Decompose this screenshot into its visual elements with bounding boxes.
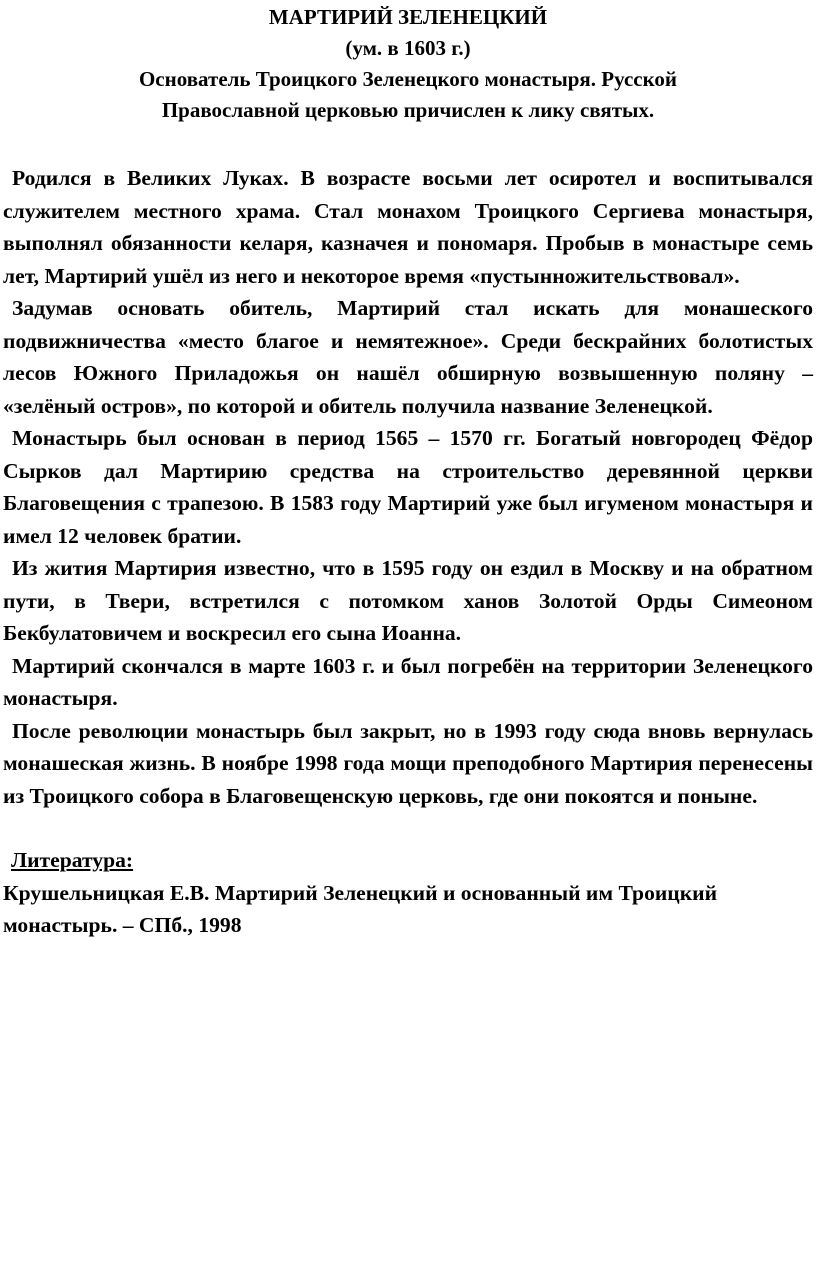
paragraph-birth: Родился в Великих Луках. В возрасте восьми лет осиротел и воспитывался служителем местного храма. Стал монахом Троицкого Сергиева монастыря, выполнял обязанности келаря, казначея и пономаря. Пробыв в монастыре семь лет, Мартирий ушёл из него и некоторое время «пустынножительствовал». xyxy=(3,166,813,288)
paragraph-after-revolution: После революции монастырь был закрыт, но в 1993 году сюда вновь вернулась монашеская жизнь. В ноябре 1998 года мощи преподобного Мартирия перенесены из Троицкого собора в Благовещенскую церковь, где они покоятся и поныне. xyxy=(3,718,813,808)
literature-heading-label: Литература: xyxy=(11,848,134,872)
paragraph-death: Мартирий скончался в марте 1603 г. и был погребён на территории Зеленецкого монастыря. xyxy=(3,653,813,710)
paragraph-monastery-founded: Монастырь был основан в период 1565 – 1570 гг. Богатый новгородец Фёдор Сырков дал Мартирию средства на строительство деревянной церкви Благовещения с трапезою. В 1583 году Мартирий уже был игуменом монастыря и имел 12 человек братии. xyxy=(3,426,813,548)
page-subtitle: Основатель Троицкого Зеленецкого монастыря. Русской Православной церковью причислен к лику святых. xyxy=(138,67,678,122)
literature-heading xyxy=(3,844,813,877)
title-block xyxy=(3,0,813,126)
literature-reference: Крушельницкая Е.В. Мартирий Зеленецкий и основанный им Троицкий монастырь. – СПб., 1998 xyxy=(3,880,718,937)
paragraph-life-story: Из жития Мартирия известно, что в 1595 году он ездил в Москву и на обратном пути, в Твери, встретился с потомком ханов Золотой Орды Симеоном Бекбулатовичем и воскресил его сына Иоанна. xyxy=(3,556,813,645)
paragraph-founding-idea: Задумав основать обитель, Мартирий стал искать для монашеского подвижничества «место благое и немятежное». Среди бескрайних болотистых лесов Южного Приладожья он нашёл обширную возвышенную поляну – «зелёный остров», по которой и обитель получила название Зеленецкой. xyxy=(3,296,813,418)
document-page xyxy=(3,0,813,942)
page-title: МАРТИРИЙ ЗЕЛЕНЕЦКИЙ xyxy=(268,5,548,29)
death-date: (ум. в 1603 г.) xyxy=(345,36,471,60)
body-text xyxy=(3,162,813,812)
